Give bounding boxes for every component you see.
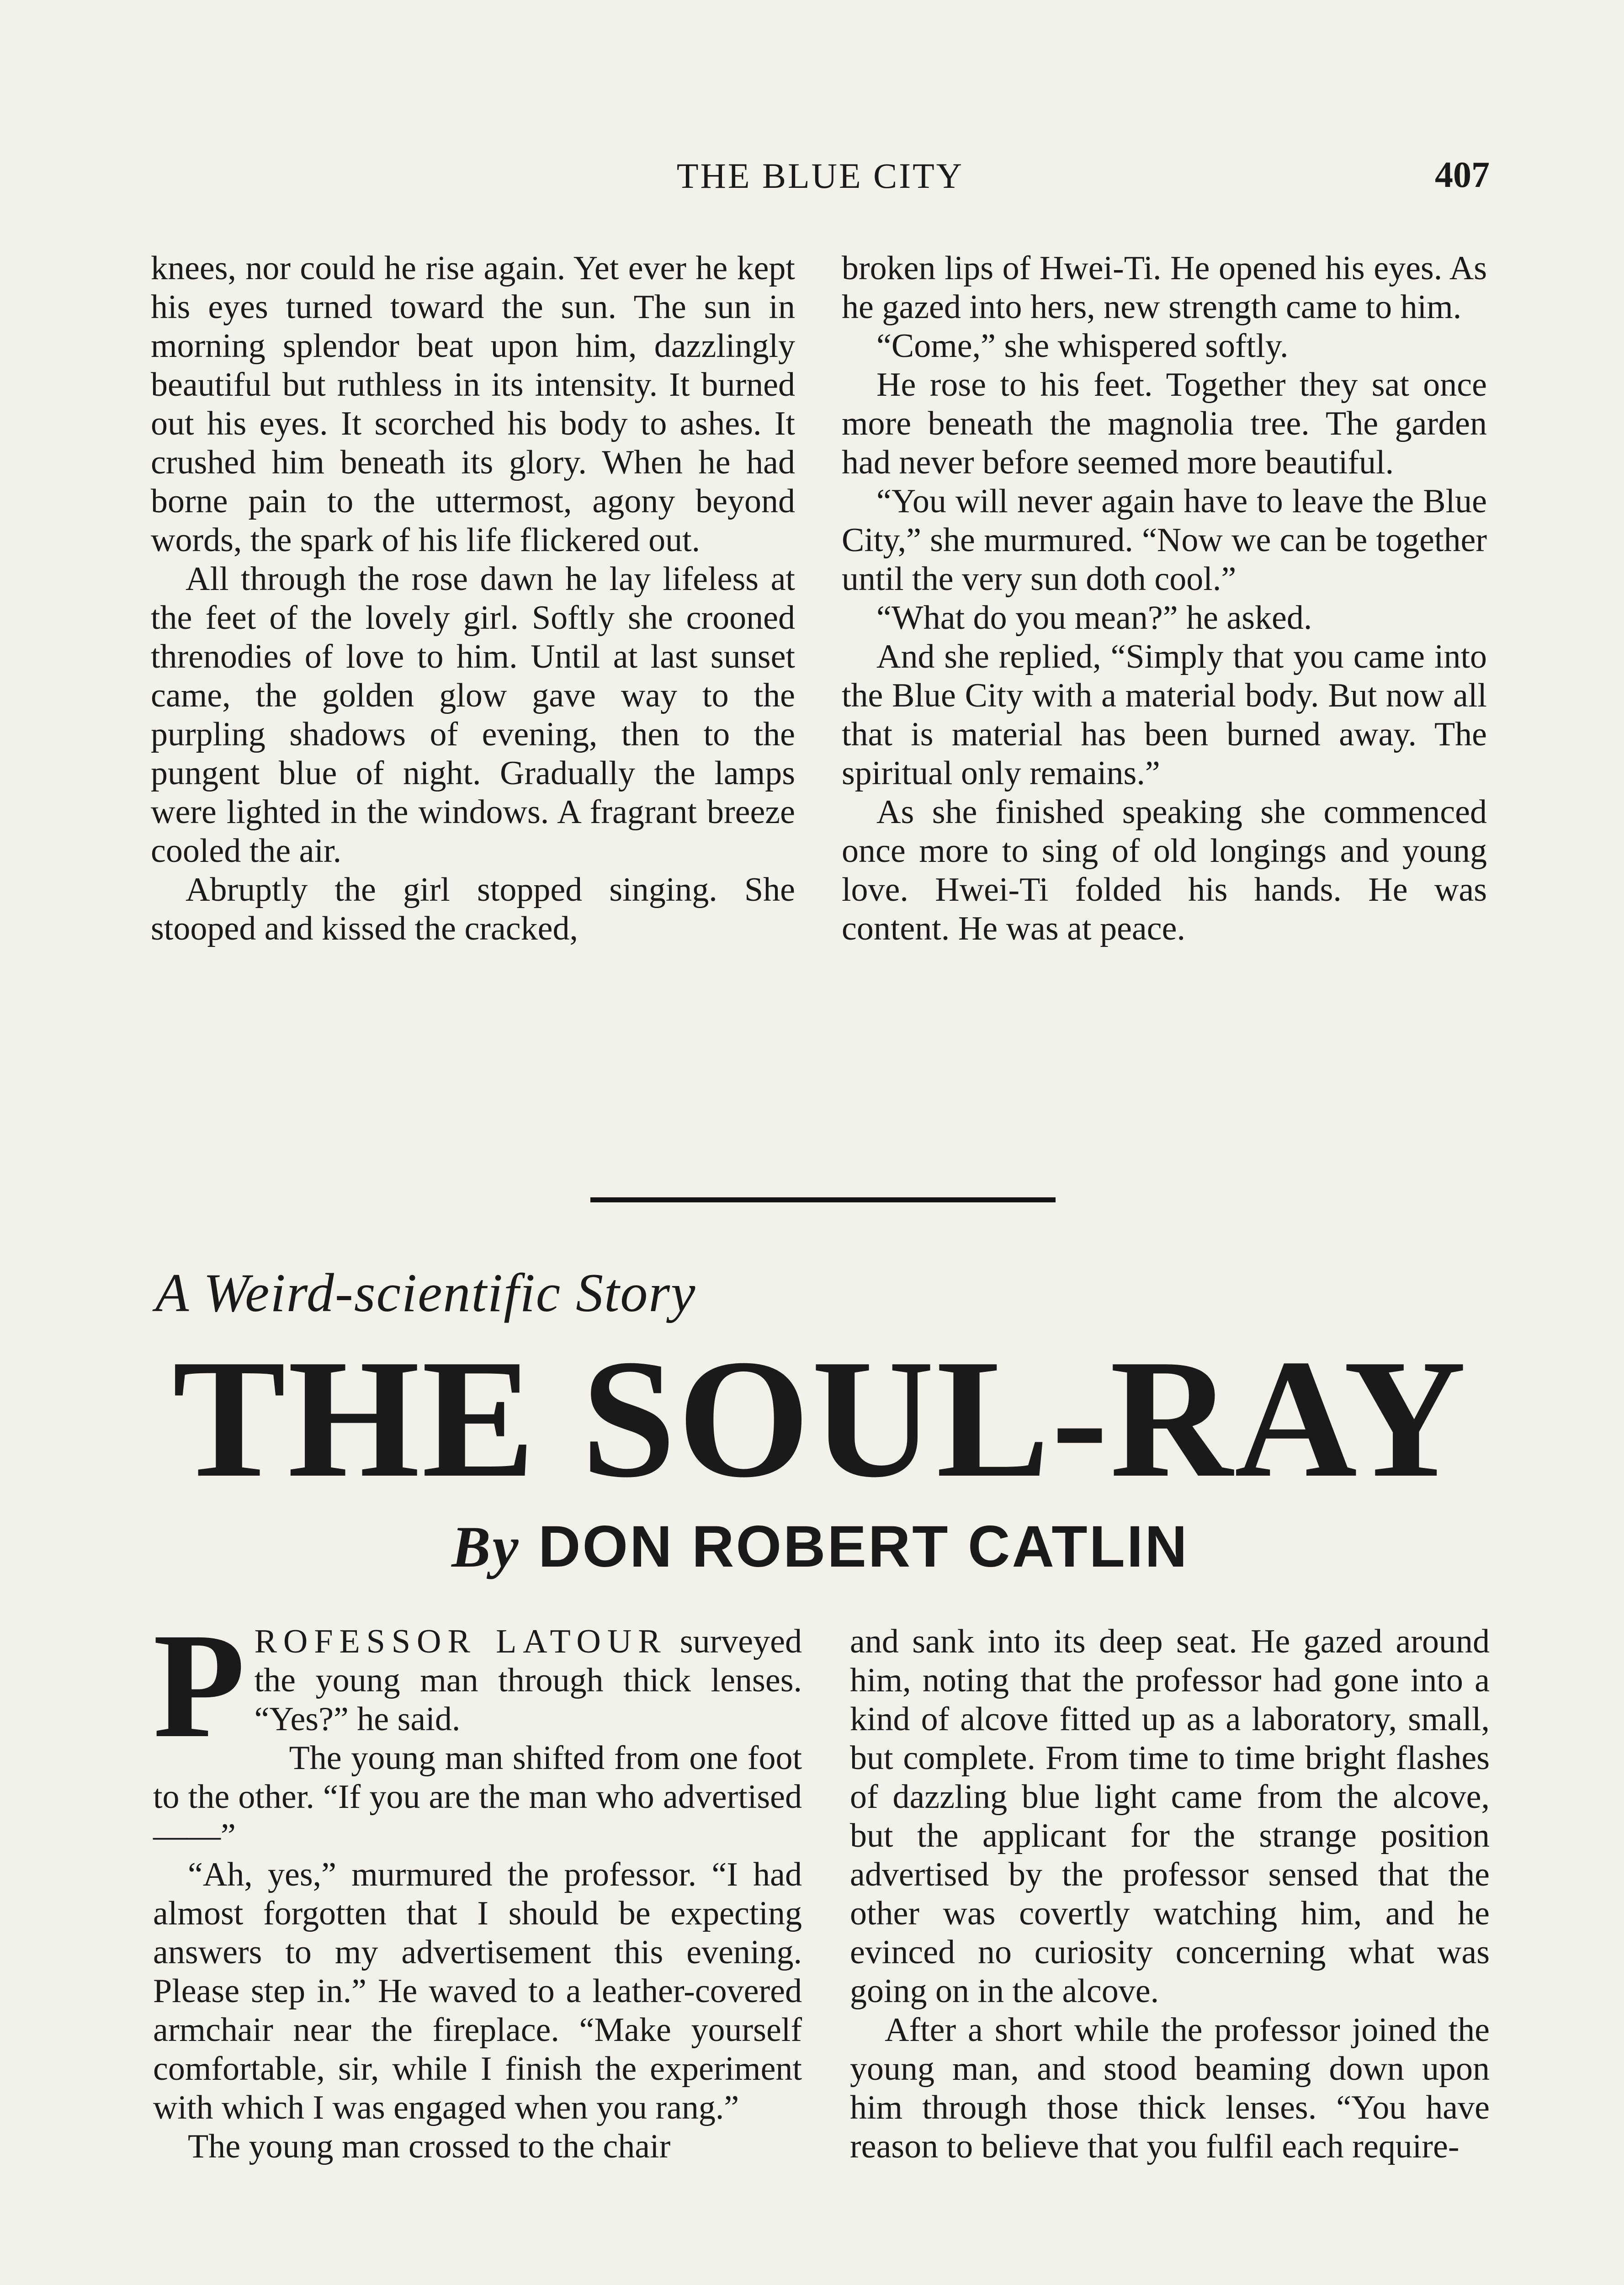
paragraph: Abruptly the girl stopped singing. She stooped and kissed the cracked, [151, 871, 795, 947]
page-number: 407 [1435, 155, 1490, 195]
opening-paragraph [153, 1602, 802, 1769]
running-title: THE BLUE CITY [676, 156, 964, 196]
paragraph: The young man shifted from one foot to the other. “If you are the man who advertised——” [153, 1739, 802, 1855]
story-right-column [850, 1622, 1490, 2166]
drop-cap: P [153, 1602, 245, 1769]
paragraph: After a short while the professor joined the young man, and stood beaming down upon him through those thick lenses. “You have reason to believe that you fulfil each require- [850, 2011, 1490, 2165]
story-kicker: A Weird-scientific Story [155, 1262, 696, 1323]
paragraph: He rose to his feet. Together they sat once more beneath the magnolia tree. The garden had never before seemed more beautiful. [842, 366, 1487, 481]
opening-text: surveyed the young man through thick lenses. “Yes?” he said. [254, 1623, 802, 1738]
paragraph: “Ah, yes,” murmured the professor. “I had almost forgotten that I should be expecting answers to my advertisement this evening. Please step in.” He waved to a leather-covered armchair near the fireplace. “Make yourself comfortable, sir, while I finish the experiment with which I was engaged when you rang.” [153, 1856, 802, 2126]
paragraph: And she replied, “Simply that you came into the Blue City with a material body. But now all that is material has been burned away. The spiritual only remains.” [842, 638, 1487, 792]
story-title: THE SOUL-RAY [172, 1325, 1468, 1513]
running-head [151, 151, 1490, 201]
paragraph: All through the rose dawn he lay lifeless at the feet of the lovely girl. Softly she crooned threnodies of love to him. Until at last sunset came, the golden glow gave way to the purpling shadows of evening, then to the pungent blue of night. Gradually the lamps were lighted in the windows. A fragrant breeze cooled the air. [151, 560, 795, 870]
author-name: DON ROBERT CATLIN [538, 1514, 1189, 1579]
section-divider-rule [590, 1197, 1056, 1202]
byline-prefix: By [451, 1514, 520, 1579]
byline [151, 1513, 1490, 1581]
paragraph: The young man crossed to the chair [188, 2128, 671, 2165]
paragraph: “What do you mean?” he asked. [876, 599, 1312, 637]
previous-story-left-column [151, 249, 795, 948]
paragraph: As she finished speaking she commenced once more to sing of old longings and young love. Hwei-Ti folded his hands. He was content. He was at peace. [842, 793, 1487, 947]
paragraph: “You will never again have to leave the Blue City,” she murmured. “Now we can be together until the very sun doth cool.” [842, 483, 1487, 598]
opening-smallcaps: ROFESSOR LATOUR [254, 1623, 667, 1660]
paragraph: “Come,” she whispered softly. [876, 327, 1289, 365]
paragraph: broken lips of Hwei-Ti. He opened his eyes. As he gazed into hers, new strength came to him. [842, 250, 1487, 326]
paragraph: and sank into its deep seat. He gazed around him, noting that the professor had gone into a kind of alcove fitted up as a laboratory, small, but complete. From time to time bright flashes of dazzling blue light came from the alcove, but the applicant for the strange position advertised by the professor sensed that the other was covertly watching him, and he evinced no curiosity concerning what was going on in the alcove. [850, 1623, 1490, 2010]
paragraph: knees, nor could he rise again. Yet ever he kept his eyes turned toward the sun. The sun in morning splendor beat upon him, dazzlingly beautiful but ruthless in its intensity. It burned out his eyes. It scorched his body to ashes. It crushed him beneath its glory. When he had borne pain to the uttermost, agony beyond words, the spark of his life flickered out. [151, 250, 795, 559]
previous-story-right-column [842, 249, 1487, 948]
story-left-column [153, 1602, 802, 2166]
